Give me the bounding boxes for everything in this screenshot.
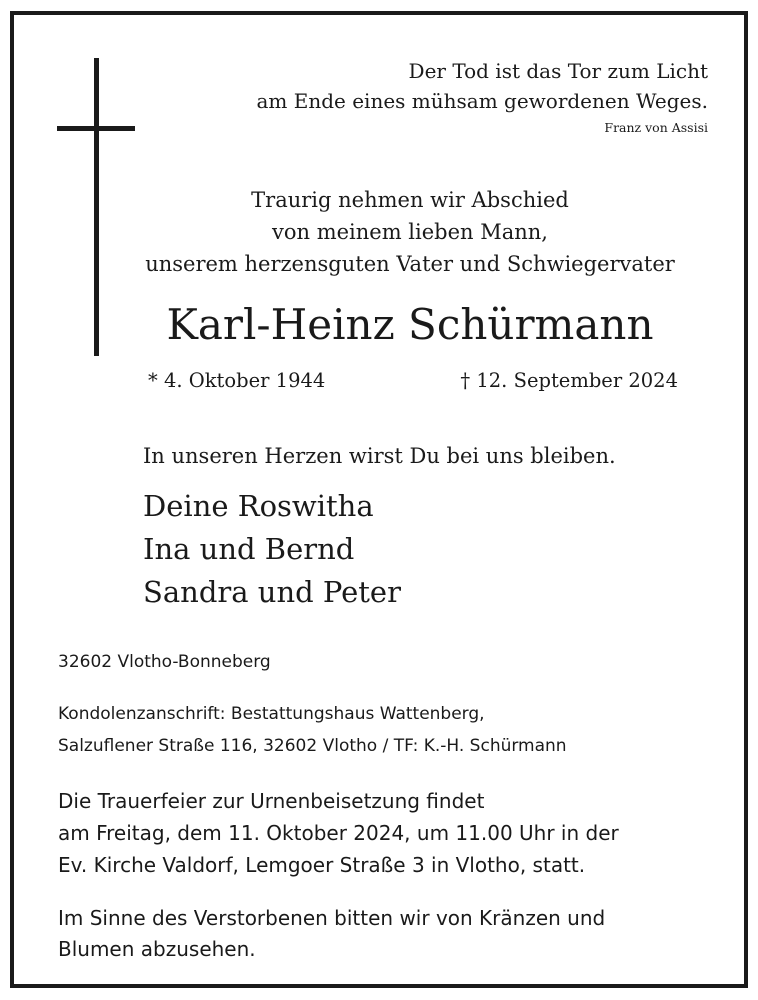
funeral-line: am Freitag, dem 11. Oktober 2024, um 11.00 Uhr in der [58, 821, 619, 845]
memorial-line: In unseren Herzen wirst Du bei uns bleiben. [143, 444, 616, 468]
wish-line: Blumen abzusehen. [58, 937, 256, 961]
family-member: Ina und Bernd [143, 532, 355, 566]
quote [256, 56, 708, 138]
place: 32602 Vlotho-Bonneberg [58, 652, 271, 672]
family-names [143, 485, 401, 614]
intro-line: von meinem lieben Mann, [272, 220, 548, 244]
quote-author: Franz von Assisi [604, 120, 708, 135]
family-member: Deine Roswitha [143, 489, 374, 523]
condolence-address [58, 698, 567, 762]
funeral-notice [58, 785, 619, 881]
cross-horizontal-bar [57, 126, 135, 131]
wish-line: Im Sinne des Verstorbenen bitten wir von Kränzen und [58, 906, 606, 930]
condolence-line: Salzuflener Straße 116, 32602 Vlotho / TF: K.-H. Schürmann [58, 736, 567, 756]
intro-line: unserem herzensguten Vater und Schwiegervater [145, 252, 675, 276]
funeral-line: Die Trauerfeier zur Urnenbeisetzung findet [58, 789, 485, 813]
intro-line: Traurig nehmen wir Abschied [251, 188, 569, 212]
flower-wish [58, 903, 605, 965]
deceased-name: Karl-Heinz Schürmann [166, 300, 654, 349]
family-member: Sandra und Peter [143, 575, 401, 609]
cross-vertical-bar [94, 58, 99, 356]
quote-line: am Ende eines mühsam gewordenen Weges. [256, 89, 708, 113]
intro-text [100, 184, 720, 280]
funeral-line: Ev. Kirche Valdorf, Lemgoer Straße 3 in Vlotho, statt. [58, 853, 586, 877]
condolence-line: Kondolenzanschrift: Bestattungshaus Wattenberg, [58, 704, 485, 724]
quote-line: Der Tod ist das Tor zum Licht [408, 59, 708, 83]
birth-date: * 4. Oktober 1944 [148, 369, 326, 392]
death-date: † 12. September 2024 [460, 369, 678, 392]
